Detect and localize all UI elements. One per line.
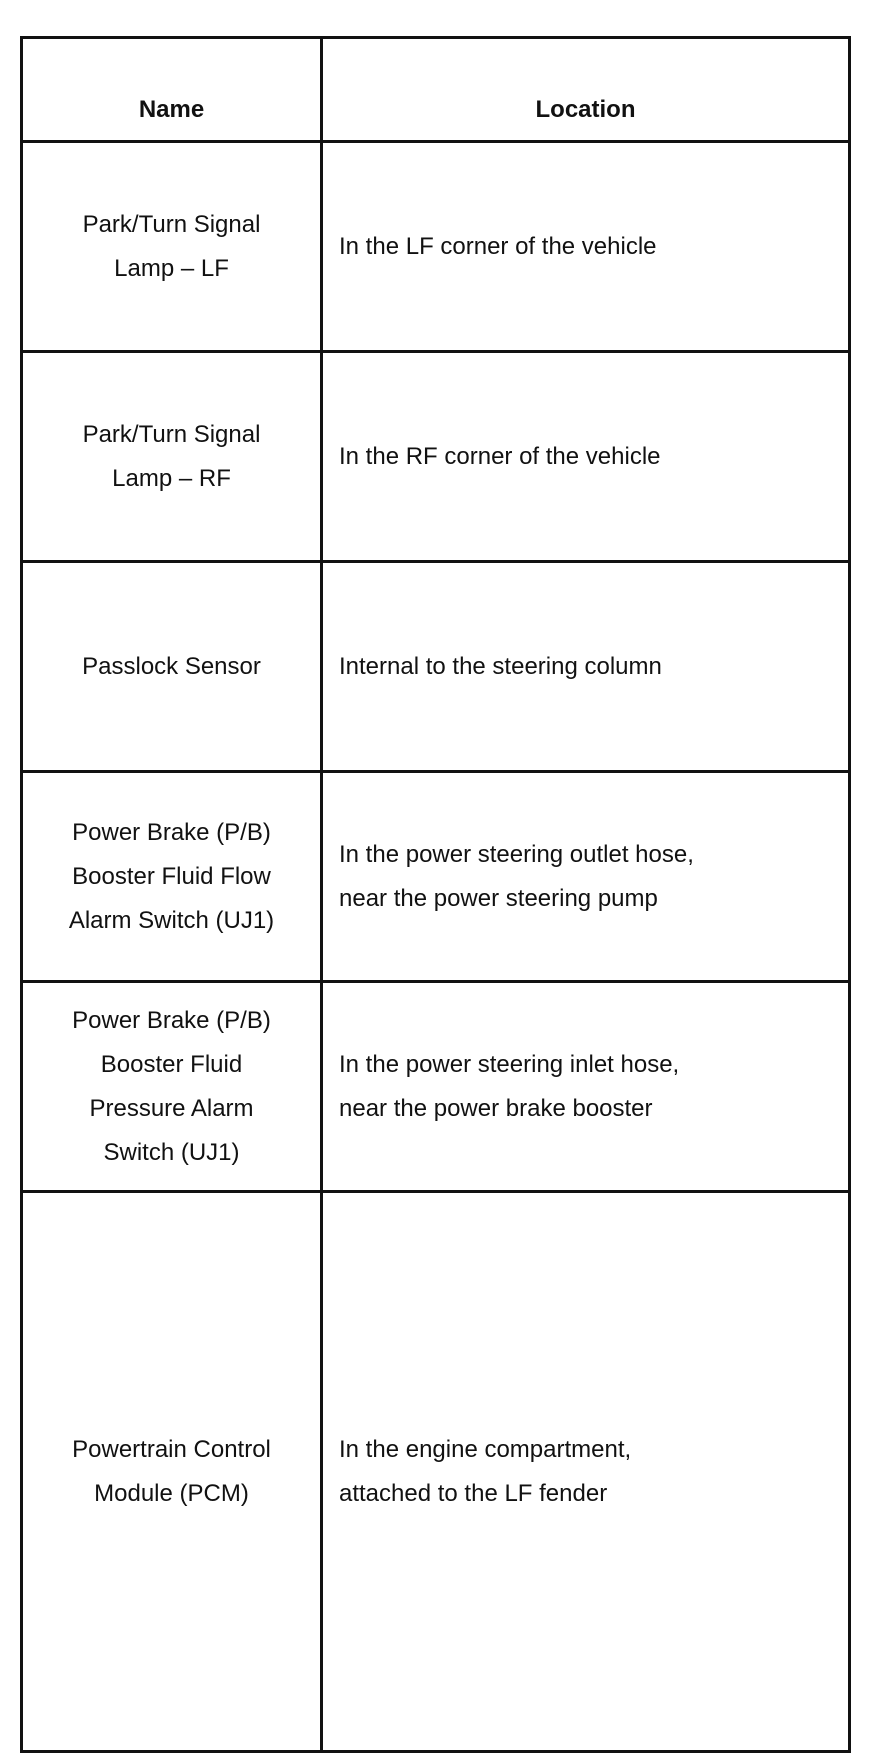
table-row — [22, 562, 850, 772]
cell-text: near the power brake booster — [339, 1094, 653, 1122]
cell-text: Lamp – RF — [112, 464, 231, 492]
cell-name — [22, 142, 322, 352]
component-location-table — [20, 36, 848, 1753]
table-row — [22, 772, 850, 982]
cell-text: Powertrain Control — [72, 1435, 271, 1463]
cell-name — [22, 562, 322, 772]
table-row — [22, 142, 850, 352]
table-row — [22, 352, 850, 562]
cell-text: Alarm Switch (UJ1) — [68, 906, 275, 934]
cell-text: In the LF corner of the vehicle — [339, 232, 657, 260]
cell-name — [22, 772, 322, 982]
cell-text: attached to the LF fender — [339, 1479, 608, 1507]
cell-text: near the power steering pump — [339, 884, 658, 912]
table-header-row — [22, 38, 850, 142]
cell-text: Booster Fluid — [100, 1050, 243, 1078]
table-row — [22, 982, 850, 1192]
cell-text: In the RF corner of the vehicle — [339, 442, 661, 470]
cell-location — [322, 982, 850, 1192]
cell-text: Power Brake (P/B) — [72, 1006, 271, 1034]
cell-text: Park/Turn Signal — [82, 210, 261, 238]
cell-text: In the power steering outlet hose, — [339, 840, 694, 868]
cell-name — [22, 982, 322, 1192]
cell-text: Power Brake (P/B) — [72, 818, 271, 846]
cell-text: Switch (UJ1) — [103, 1138, 240, 1166]
column-header-name: Name — [22, 38, 322, 142]
cell-location — [322, 142, 850, 352]
cell-location — [322, 1192, 850, 1752]
cell-location — [322, 562, 850, 772]
table-row — [22, 1192, 850, 1752]
cell-name — [22, 1192, 322, 1752]
column-header-location: Location — [322, 38, 850, 142]
cell-name — [22, 352, 322, 562]
cell-text: Module (PCM) — [94, 1479, 249, 1507]
location-table — [20, 36, 851, 1753]
cell-text: In the power steering inlet hose, — [339, 1050, 680, 1078]
cell-text: In the engine compartment, — [339, 1435, 632, 1463]
cell-text: Booster Fluid Flow — [72, 862, 271, 890]
cell-text: Passlock Sensor — [82, 652, 261, 680]
cell-text: Pressure Alarm — [89, 1094, 254, 1122]
cell-location — [322, 352, 850, 562]
cell-text: Park/Turn Signal — [82, 420, 261, 448]
cell-location — [322, 772, 850, 982]
cell-text: Lamp – LF — [114, 254, 229, 282]
cell-text: Internal to the steering column — [339, 652, 662, 680]
